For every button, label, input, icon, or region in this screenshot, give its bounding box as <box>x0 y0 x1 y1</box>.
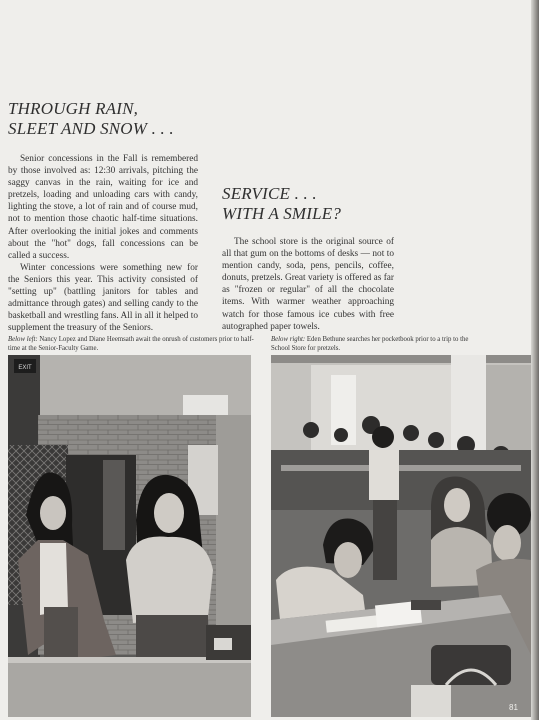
left-article-para2: Winter concessions were something new for the Seniors this year. This activity consisted of "setting up" (battling janitors for tables and admittance through gates) and selling candy to the basketball and wrestling fans. All in all it helped to supplement the treasury of the Seniors. <box>8 262 198 334</box>
right-title-line2: WITH A SMILE? <box>222 204 342 223</box>
right-photo-illustration <box>271 355 531 717</box>
right-caption-lead: Below right: <box>271 336 306 343</box>
right-article-para1: The school store is the original source of all that gum on the bottoms of desks — not to mention candy, soda, pens, pencils, coffee, donuts, pretzels. Great variety is offered as far as "frozen or regular" of all the chocolate items. With warmer weather approaching watch for those famous ice cubes with free autographed paper towels. <box>222 237 395 332</box>
exit-sign-text: EXIT <box>18 365 32 371</box>
left-photo-concession-stand <box>8 355 251 717</box>
left-title-line2: SLEET AND SNOW . . . <box>8 119 174 138</box>
right-article-title <box>222 184 422 224</box>
left-article-body <box>8 153 198 334</box>
right-caption-text: Eden Bethune searches her pocketbook prior to a trip to the School Store for pretzels. <box>271 336 469 352</box>
page-spine-shadow <box>531 0 539 720</box>
right-title-line1: SERVICE . . . <box>222 184 317 203</box>
page-number: 81 <box>509 703 518 712</box>
left-photo-illustration <box>8 355 251 717</box>
right-photo-caption <box>271 336 486 353</box>
left-article-para1: Senior concessions in the Fall is remembered by those involved as: 12:30 arrivals, pitching the saggy canvas in the rain, waiting for ice and pretzels, loading and unloading cars with candy, lighting the stove, a lot of rain and of course mud, not to mention those chaotic half-time situations. After overlooking the initial jokes and comments about the "hot" dogs, fall concessions can be called a success. <box>8 154 198 261</box>
left-caption-text: Nancy Lopez and Diane Heemsath await the onrush of customers prior to half-time at the Senior-Faculty Game. <box>8 336 254 352</box>
right-photo-school-store <box>271 355 531 717</box>
right-article-body <box>222 236 394 333</box>
left-article-title <box>8 99 208 139</box>
left-caption-lead: Below left: <box>8 336 38 343</box>
left-title-line1: THROUGH RAIN, <box>8 99 139 118</box>
left-photo-caption <box>8 336 258 353</box>
